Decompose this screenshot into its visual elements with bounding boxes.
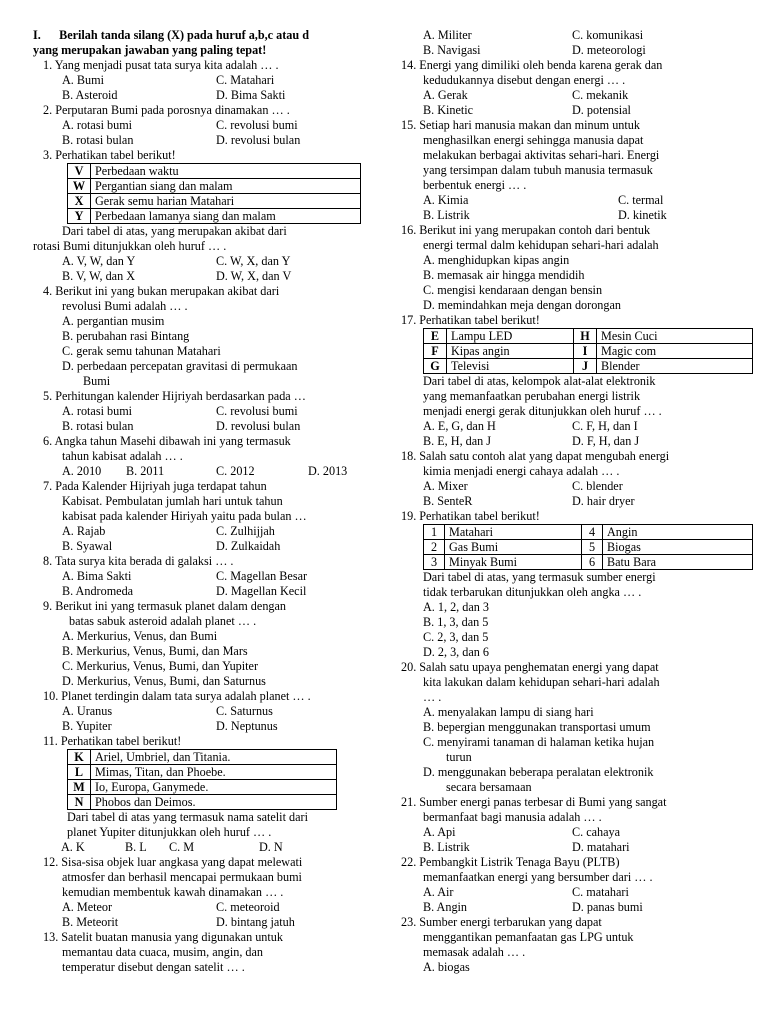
option-c[interactable]: C. Saturnus [216,704,273,718]
option-b[interactable]: B. Yupiter [62,719,112,733]
table-key: J [574,359,597,374]
question-text: memantau data cuaca, musim, angin, dan [62,945,264,959]
table-q11 [67,749,337,810]
question-1: 1. Yang menjadi pusat tata surya kita adalah … . [43,58,279,72]
question-17: 17. Perhatikan tabel berikut! [401,313,540,327]
question-14: 14. Energi yang dimiliki oleh benda karena gerak dan [401,58,663,72]
option-c[interactable]: C. menyirami tanaman di halaman ketika hujan [423,735,655,749]
option-c[interactable]: C. meteoroid [216,900,280,914]
question-text: menjadi energi gerak ditunjukkan oleh huruf … . [423,404,662,418]
options-row [401,840,756,855]
option-c[interactable]: C. cahaya [572,825,621,839]
question-text: rotasi Bumi ditunjukkan oleh huruf … . [33,239,227,253]
option-b[interactable]: B. Navigasi [423,43,481,57]
option-a[interactable]: A. rotasi bumi [62,404,133,418]
question-23: 23. Sumber energi terbarukan yang dapat [401,915,602,929]
option-c[interactable]: C. revolusi bumi [216,118,298,132]
options-row [33,524,388,539]
option-a[interactable]: A. menyalakan lampu di siang hari [423,705,594,719]
options-row [401,479,756,494]
table-value: Gas Bumi [445,540,582,555]
option-a[interactable]: A. Merkurius, Venus, dan Bumi [62,629,218,643]
question-19: 19. Perhatikan tabel berikut! [401,509,540,523]
table-key: K [68,750,91,765]
options-row [401,193,756,208]
option-d[interactable]: D. matahari [572,840,630,854]
question-text: menghasilkan energi sehingga manusia dapat [423,133,644,147]
table-row [424,359,753,374]
table-row [424,344,753,359]
question-12: 12. Sisa-sisa objek luar angkasa yang dapat melewati [43,855,303,869]
options-row [401,900,756,915]
question-text: Kabisat. Pembulatan jumlah hari untuk tahun [62,494,283,508]
instruction [33,28,388,43]
table-key: 2 [424,540,445,555]
option-d[interactable]: D. memindahkan meja dengan dorongan [423,298,621,312]
option-c[interactable]: C. mekanik [572,88,629,102]
table-value: Batu Bara [603,555,753,570]
question-text: berbentuk energi … . [423,178,527,192]
option-a[interactable]: A. 1, 2, dan 3 [423,600,490,614]
question-text: batas sabuk asteroid adalah planet … . [69,614,257,628]
option-d[interactable]: D. Bima Sakti [216,88,286,102]
option-c[interactable]: C. W, X, dan Y [216,254,291,268]
option-d[interactable]: D. bintang jatuh [216,915,295,929]
option-b[interactable]: B. E, H, dan J [423,434,492,448]
table-row [424,525,753,540]
table-row [68,780,337,795]
question-text: menggantikan pemanfaatan gas LPG untuk [423,930,634,944]
table-value: Matahari [445,525,582,540]
options-row [33,704,388,719]
table-row [424,540,753,555]
option-d[interactable]: D. W, X, dan V [216,269,292,283]
question-10: 10. Planet terdingin dalam tata surya adalah planet … . [43,689,311,703]
option-c[interactable]: C. 2012 [216,464,255,478]
option-d[interactable]: D. revolusi bulan [216,133,301,147]
table-value: Perbedaan waktu [91,164,361,179]
table-key: M [68,780,91,795]
option-d[interactable]: D. perbedaan percepatan gravitasi di permukaan [62,359,298,373]
table-key: 3 [424,555,445,570]
option-b[interactable]: B. 2011 [126,464,165,478]
question-7: 7. Pada Kalender Hijriyah juga terdapat tahun [43,479,267,493]
table-value: Angin [603,525,753,540]
option-c[interactable]: C. termal [618,193,664,207]
table-value: Ariel, Umbriel, dan Titania. [91,750,337,765]
options-row [33,840,388,855]
option-b[interactable]: B. Syawal [62,539,113,553]
table-key: 5 [582,540,603,555]
option-b[interactable]: B. L [125,840,147,854]
options-row [33,269,388,284]
question-22: 22. Pembangkit Listrik Tenaga Bayu (PLTB) [401,855,620,869]
table-row [68,179,361,194]
option-d[interactable]: D. N [259,840,283,854]
options-row [401,88,756,103]
options-row [33,569,388,584]
option-c[interactable]: C. gerak semu tahunan Matahari [62,344,221,358]
options-row [401,825,756,840]
option-b[interactable]: B. Listrik [423,208,470,222]
question-18: 18. Salah satu contoh alat yang dapat mengubah energi [401,449,670,463]
option-b[interactable]: B. Meteorit [62,915,119,929]
table-value: Kipas angin [447,344,574,359]
options-row [401,28,756,43]
options-row [33,539,388,554]
option-a[interactable]: A. Gerak [423,88,468,102]
options-row [33,73,388,88]
table-key: Y [68,209,91,224]
option-a[interactable]: A. Api [423,825,456,839]
table-value: Lampu LED [447,329,574,344]
option-c[interactable]: C. Matahari [216,73,275,87]
question-text: Dari tabel di atas, kelompok alat-alat elektronik [423,374,656,388]
options-row [33,118,388,133]
question-text: planet Yupiter ditunjukkan oleh huruf … . [67,825,272,839]
question-text: Dari tabel di atas yang termasuk nama satelit dari [67,810,308,824]
option-b[interactable]: B. bepergian menggunakan transportasi umum [423,720,651,734]
table-value: Magic com [597,344,753,359]
option-b[interactable]: B. Merkurius, Venus, Bumi, dan Mars [62,644,248,658]
option-b[interactable]: B. 1, 3, dan 5 [423,615,489,629]
table-key: 4 [582,525,603,540]
option-c[interactable]: C. mengisi kendaraan dengan bensin [423,283,603,297]
option-a[interactable]: A. Militer [423,28,472,42]
question-20: 20. Salah satu upaya penghematan energi yang dapat [401,660,659,674]
option-c[interactable]: C. Magellan Besar [216,569,308,583]
table-row [68,765,337,780]
option-b[interactable]: B. rotasi bulan [62,133,134,147]
options-row [33,915,388,930]
option-c[interactable]: C. revolusi bumi [216,404,298,418]
option-a[interactable]: A. menghidupkan kipas angin [423,253,570,267]
question-text: … . [423,690,442,704]
option-c[interactable]: C. Zulhijjah [216,524,275,538]
option-a[interactable]: A. Rajab [62,524,106,538]
instruction-line-1: Berilah tanda silang (X) pada huruf a,b,c atau d [59,28,309,42]
table-q3 [67,163,361,224]
option-b[interactable]: B. SenteR [423,494,473,508]
option-a[interactable]: A. pergantian musim [62,314,165,328]
option-a[interactable]: A. E, G, dan H [423,419,496,433]
option-a[interactable]: A. Meteor [62,900,113,914]
option-d[interactable]: D. menggunakan beberapa peralatan elektronik [423,765,654,779]
options-row [401,434,756,449]
option-b[interactable]: B. memasak air hingga mendidih [423,268,585,282]
option-c[interactable]: C. Merkurius, Venus, Bumi, dan Yupiter [62,659,259,673]
question-text: kabisat pada kalender Hiriyah yaitu pada bulan … [62,509,307,523]
table-row [68,750,337,765]
table-row [424,329,753,344]
table-value: Mimas, Titan, dan Phoebe. [91,765,337,780]
question-text: yang tersimpan dalam tubuh manusia termasuk [423,163,653,177]
option-d[interactable]: D. Merkurius, Venus, Bumi, dan Saturnus [62,674,266,688]
option-d[interactable]: D. revolusi bulan [216,419,301,433]
options-row [33,133,388,148]
option-d[interactable]: D. panas bumi [572,900,643,914]
options-row [401,494,756,509]
option-c[interactable]: C. M [169,840,195,854]
option-a[interactable]: A. biogas [423,960,470,974]
options-row [33,404,388,419]
option-d[interactable]: D. Magellan Kecil [216,584,307,598]
question-8: 8. Tata surya kita berada di galaksi … . [43,554,234,568]
question-text: tidak terbarukan ditunjukkan oleh angka … . [423,585,642,599]
table-key: E [424,329,447,344]
option-a[interactable]: A. K [61,840,85,854]
option-d-cont: Bumi [83,374,111,388]
table-key: W [68,179,91,194]
option-b[interactable]: B. Kinetic [423,103,474,117]
option-a[interactable]: A. Bima Sakti [62,569,132,583]
option-b[interactable]: B. Listrik [423,840,470,854]
question-4: 4. Berikut ini yang bukan merupakan akibat dari [43,284,280,298]
options-row [401,43,756,58]
table-key: L [68,765,91,780]
options-row [33,464,388,479]
options-row [33,254,388,269]
question-9: 9. Berikut ini yang termasuk planet dalam dengan [43,599,287,613]
option-d[interactable]: D. hair dryer [572,494,635,508]
table-row [68,164,361,179]
option-a[interactable]: A. Uranus [62,704,113,718]
option-c[interactable]: C. F, H, dan I [572,419,638,433]
table-value: Perbedaan lamanya siang dan malam [91,209,361,224]
option-d[interactable]: D. Zulkaidah [216,539,281,553]
section-number: I. [33,28,41,42]
question-text: kedudukannya disebut dengan energi … . [423,73,626,87]
table-key: 6 [582,555,603,570]
question-text: energi termal dalm kehidupan sehari-hari adalah [423,238,659,252]
option-b[interactable]: B. perubahan rasi Bintang [62,329,190,343]
table-value: Phobos dan Deimos. [91,795,337,810]
options-row [33,419,388,434]
option-a[interactable]: A. Mixer [423,479,468,493]
option-d-cont: secara bersamaan [446,780,532,794]
question-text: temperatur disebut dengan satelit … . [62,960,245,974]
option-d[interactable]: D. Neptunus [216,719,278,733]
table-value: Blender [597,359,753,374]
table-key: G [424,359,447,374]
table-key: N [68,795,91,810]
option-c-cont: turun [446,750,472,764]
question-21: 21. Sumber energi panas terbesar di Bumi yang sangat [401,795,667,809]
options-row [33,88,388,103]
options-row [401,419,756,434]
option-a[interactable]: A. Air [423,885,454,899]
options-row [33,584,388,599]
question-3: 3. Perhatikan tabel berikut! [43,148,176,162]
table-q19 [423,524,753,570]
question-text: memanfaatkan energi yang bersumber dari … . [423,870,653,884]
question-text: tahun kabisat adalah … . [62,449,183,463]
option-d[interactable]: D. kinetik [618,208,667,222]
table-value: Televisi [447,359,574,374]
option-a[interactable]: A. Bumi [62,73,104,87]
question-6: 6. Angka tahun Masehi dibawah ini yang termasuk [43,434,291,448]
table-value: Pergantian siang dan malam [91,179,361,194]
right-column [401,28,756,975]
question-text: memasak adalah … . [423,945,526,959]
table-row [68,194,361,209]
option-b[interactable]: B. Angin [423,900,468,914]
options-row [401,103,756,118]
question-2: 2. Perputaran Bumi pada porosnya dinamakan … . [43,103,290,117]
option-d[interactable]: D. meteorologi [572,43,646,57]
question-5: 5. Perhitungan kalender Hijriyah berdasarkan pada … [43,389,306,403]
question-text: kimia menjadi energi cahaya adalah … . [423,464,620,478]
option-b[interactable]: B. Asteroid [62,88,118,102]
table-value: Io, Europa, Ganymede. [91,780,337,795]
table-key: X [68,194,91,209]
options-row [33,900,388,915]
question-16: 16. Berikut ini yang merupakan contoh dari bentuk [401,223,651,237]
question-text: atmosfer dan berhasil mencapai permukaan bumi [62,870,302,884]
options-row [401,208,756,223]
table-key: V [68,164,91,179]
table-value: Gerak semu harian Matahari [91,194,361,209]
option-d[interactable]: D. F, H, dan J [572,434,640,448]
table-row [68,209,361,224]
question-text: Dari tabel di atas, yang termasuk sumber energi [423,570,656,584]
option-a[interactable]: A. rotasi bumi [62,118,133,132]
option-d[interactable]: D. 2013 [308,464,348,478]
options-row [33,719,388,734]
question-text: yang memanfaatkan perubahan energi listrik [423,389,641,403]
question-13: 13. Satelit buatan manusia yang digunakan untuk [43,930,283,944]
option-c[interactable]: C. komunikasi [572,28,644,42]
instruction-line-2: yang merupakan jawaban yang paling tepat! [33,43,267,57]
question-text: Dari tabel di atas, yang merupakan akibat dari [62,224,287,238]
table-value: Minyak Bumi [445,555,582,570]
table-key: H [574,329,597,344]
question-text: kemudian membentuk kawah dinamakan … . [62,885,284,899]
table-key: I [574,344,597,359]
table-row [68,795,337,810]
table-value: Biogas [603,540,753,555]
option-c[interactable]: C. 2, 3, dan 5 [423,630,489,644]
table-row [424,555,753,570]
option-c[interactable]: C. matahari [572,885,629,899]
table-key: F [424,344,447,359]
option-b[interactable]: B. V, W, dan X [62,269,136,283]
options-row [401,885,756,900]
question-11: 11. Perhatikan tabel berikut! [43,734,182,748]
question-text: bermanfaat bagi manusia adalah … . [423,810,602,824]
table-q17 [423,328,753,374]
question-15: 15. Setiap hari manusia makan dan minum untuk [401,118,640,132]
table-value: Mesin Cuci [597,329,753,344]
table-key: 1 [424,525,445,540]
option-b[interactable]: B. rotasi bulan [62,419,134,433]
option-a[interactable]: A. V, W, dan Y [62,254,136,268]
option-c[interactable]: C. blender [572,479,623,493]
option-a[interactable]: A. Kimia [423,193,469,207]
question-text: melakukan berbagai aktivitas sehari-hari. Energi [423,148,660,162]
question-text: kita lakukan dalam kehidupan sehari-hari adalah [423,675,660,689]
option-b[interactable]: B. Andromeda [62,584,134,598]
left-column [33,28,388,975]
question-text: revolusi Bumi adalah … . [62,299,188,313]
option-d[interactable]: D. 2, 3, dan 6 [423,645,490,659]
option-d[interactable]: D. potensial [572,103,631,117]
option-a[interactable]: A. 2010 [62,464,102,478]
